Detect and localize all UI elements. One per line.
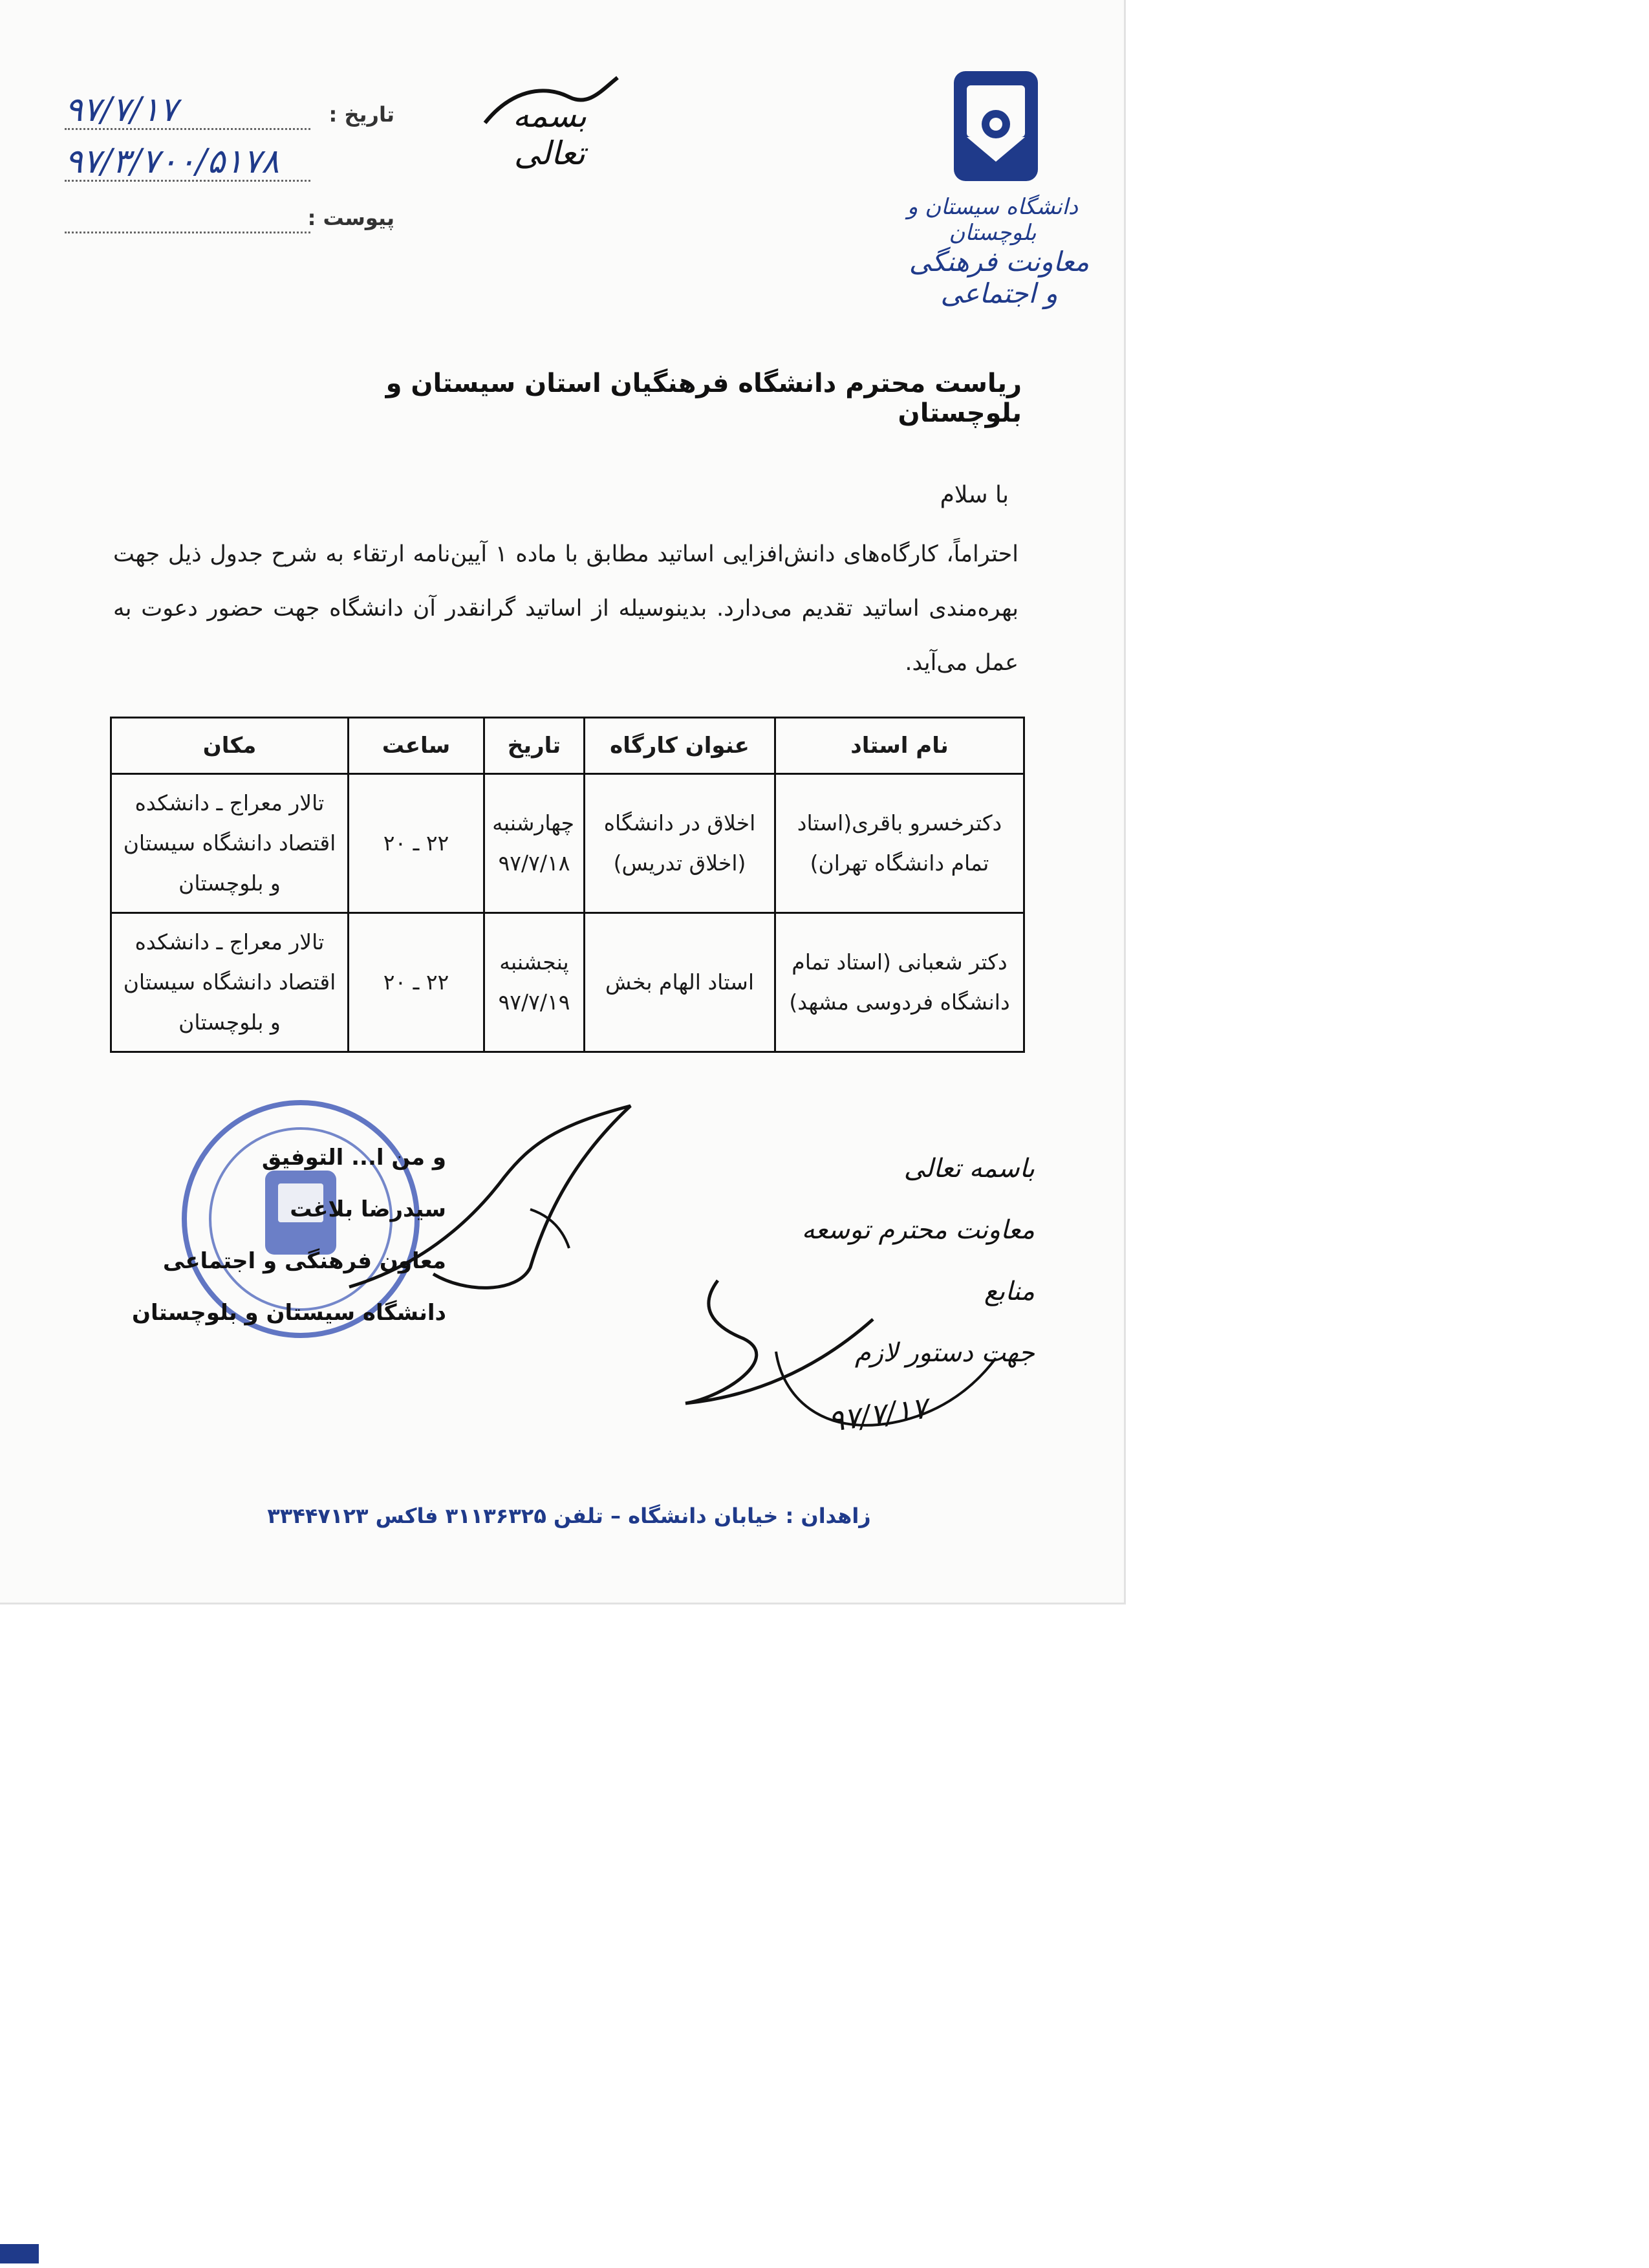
date-value: ۹۷/۷/۱۷ [65,91,178,129]
table-header-row [111,718,1024,774]
header-time: ساعت [349,718,484,774]
university-name: دانشگاه سیستان و بلوچستان [907,194,1079,246]
note-instruction: جهت دستور لازم [854,1338,1035,1368]
table-row [111,774,1024,913]
table-row [111,913,1024,1052]
attachment-line [65,232,310,233]
workshop-table [110,717,1023,1053]
letter-number: ۹۷/۳/۷۰۰/۵۱۷۸ [65,142,279,181]
date-row [58,91,394,142]
greeting: با سلام [940,482,1009,508]
cell-location: تالار معراج ـ دانشکده اقتصاد دانشگاه سیستان و بلوچستان [111,913,349,1052]
note-basmala: باسمه تعالی [903,1154,1035,1183]
header-location: مکان [111,718,349,774]
cell-time: ۲۲ ـ ۲۰ [349,913,484,1052]
university-logo [902,65,1090,309]
cell-professor: دکتر شعبانی (استاد تمام دانشگاه فردوسی مشهد) [775,913,1024,1052]
closing-phrase: و من ا... التوفیق [261,1145,446,1171]
signer-organization: دانشگاه سیستان و بلوچستان [131,1300,446,1326]
handwritten-signature-icon [336,1099,647,1306]
basmala: بسمه تعالی [512,97,587,172]
cell-time: ۲۲ ـ ۲۰ [349,774,484,913]
corner-tag [0,2244,39,2263]
cell-date: پنجشنبه ۹۷/۷/۱۹ [484,913,585,1052]
cell-workshop-title: اخلاق در دانشگاه (اخلاق تدریس) [585,774,775,913]
letter-body: احتراماً، کارگاه‌های دانش‌افزایی اساتید مطابق با ماده ۱ آیین‌نامه ارتقاء به شرح جدول ذیل جهت بهره‌مندی اساتید تقدیم می‌دارد. بدینوسیله از اساتید گرانقدر آن دانشگاه جهت حضور دعوت به عمل می‌آید. [113,541,1018,676]
cell-date: چهارشنبه ۹۷/۷/۱۸ [484,774,585,913]
header-professor: نام استاد [775,718,1024,774]
addressee: ریاست محترم دانشگاه فرهنگیان استان سیستان و بلوچستان [385,369,1022,428]
cell-workshop-title: استاد الهام بخش [585,913,775,1052]
university-emblem-icon [947,65,1044,188]
department-name: معاونت فرهنگی و اجتماعی [909,246,1090,309]
header-date: تاریخ [484,718,585,774]
letter-meta [58,91,394,246]
date-label: تاریخ : [329,102,394,127]
cell-professor: دکترخسرو باقری(استاد تمام دانشگاه تهران) [775,774,1024,913]
cell-location: تالار معراج ـ دانشکده اقتصاد دانشگاه سیستان و بلوچستان [111,774,349,913]
attachment-label: پیوست : [307,206,394,230]
footer-address: زاهدان : خیابان دانشگاه – تلفن ۳۱۱۳۶۳۲۵ فاکس ۳۳۴۴۷۱۲۳ [267,1504,871,1528]
note-date: ۹۷/۷/۱۷ [825,1390,930,1439]
signer-name: سیدرضا بلاغت [290,1196,446,1222]
attachment-row [58,194,394,246]
note-recipient: معاونت محترم توسعه منابع [801,1215,1035,1306]
header-workshop-title: عنوان کارگاه [585,718,775,774]
scanned-page [0,0,1126,1604]
number-row [58,142,394,194]
signer-title: معاون فرهنگی و اجتماعی [162,1248,446,1274]
